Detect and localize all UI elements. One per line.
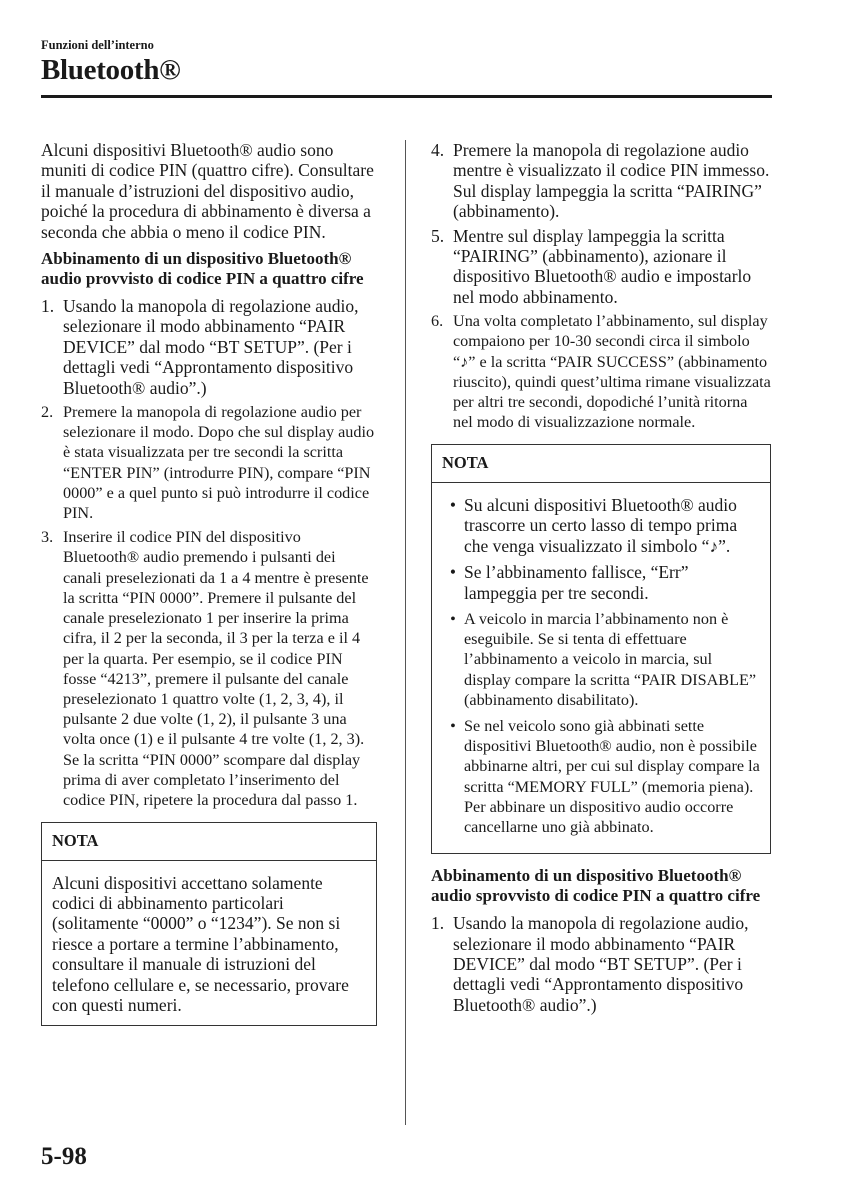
step-number: 6.	[431, 312, 444, 331]
steps-list-right	[431, 140, 771, 432]
step-item	[41, 527, 377, 810]
column-divider	[405, 140, 406, 1125]
step-text: Premere la manopola di regolazione audio mentre è visualizzato il codice PIN immesso. Sul display lampeggia la scritta “PAIRING” (abbinamento).	[453, 140, 770, 222]
bullet-icon: •	[450, 716, 456, 735]
step-text: Usando la manopola di regolazione audio, selezionare il modo abbinamento “PAIR DEVICE” dal modo “BT SETUP”. (Per i dettagli vedi “Approntamento dispositivo Bluetooth® audio”.)	[453, 913, 749, 1015]
note-body	[432, 483, 770, 853]
bullet-icon: •	[450, 609, 456, 628]
note-bullets	[442, 495, 760, 837]
step-item	[431, 311, 771, 432]
note-box-right	[431, 444, 771, 854]
step-number: 4.	[431, 140, 445, 160]
note-bullet-text: Se l’abbinamento fallisce, “Err” lampeggia per tre secondi.	[464, 562, 689, 603]
step-item	[41, 402, 377, 523]
page-number: 5-98	[41, 1143, 87, 1170]
title-rule	[41, 95, 772, 98]
note-bullet-item	[442, 716, 760, 837]
step-number: 2.	[41, 403, 54, 422]
note-label: NOTA	[42, 823, 376, 860]
step-text: Mentre sul display lampeggia la scritta “PAIRING” (abbinamento), azionare il dispositivo Bluetooth® audio e impostarlo nel modo abbinamento.	[453, 225, 752, 307]
steps-list-left	[41, 296, 377, 810]
note-bullet-text: Su alcuni dispositivi Bluetooth® audio trascorre un certo lasso di tempo prima che venga visualizzato il simbolo “♪”.	[464, 494, 738, 556]
bullet-icon: •	[449, 494, 457, 515]
step-number: 3.	[41, 528, 54, 547]
note-bullet-text: Se nel veicolo sono già abbinati sette dispositivi Bluetooth® audio, non è possibile abbinarne altri, per cui sul display compare la scritta “MEMORY FULL” (memoria piena). Per abbinare un dispositivo audio occorre cancellarne uno già abbinato.	[464, 716, 760, 836]
section-heading-no-pin: Abbinamento di un dispositivo Bluetooth® audio sprovvisto di codice PIN a quattro cifre	[431, 866, 761, 906]
bullet-icon: •	[449, 562, 457, 583]
left-column	[41, 140, 377, 1038]
right-column	[431, 140, 771, 1023]
step-item	[431, 913, 771, 1015]
note-bullet-item	[442, 495, 760, 556]
note-label: NOTA	[432, 445, 770, 482]
step-item	[431, 140, 771, 222]
note-bullet-item	[442, 562, 760, 603]
intro-paragraph: Alcuni dispositivi Bluetooth® audio sono muniti di codice PIN (quattro cifre). Consultare il manuale d’istruzioni del dispositivo audio, poiché la procedura di abbinamento è diversa a seconda che abbia o meno il codice PIN.	[41, 140, 374, 242]
note-text: Alcuni dispositivi accettano solamente codici di abbinamento particolari (solitamente “0000” o “1234”). Se non si riesce a portare a termine l’abbinamento, consultare il manuale di istruzioni del telefono cellulare e, se necessario, provare con questi numeri.	[52, 872, 349, 1015]
step-item	[41, 296, 377, 398]
section-label: Funzioni dell’interno	[41, 38, 154, 52]
note-bullet-text: A veicolo in marcia l’abbinamento non è eseguibile. Se si tenta di effettuare l’abbinamento a veicolo in marcia, sul display compare la scritta “PAIR DISABLE” (abbinamento disabilitato).	[464, 609, 757, 709]
step-number: 1.	[431, 913, 445, 934]
section-heading-pin: Abbinamento di un dispositivo Bluetooth® audio provvisto di codice PIN a quattro cifre	[41, 249, 364, 289]
step-text: Premere la manopola di regolazione audio per selezionare il modo. Dopo che sul display audio è stata visualizzata per tre secondi la scritta “ENTER PIN” (introdurre PIN), compare “PIN 0000” e a quel punto si può introdurre il codice PIN.	[63, 403, 375, 523]
step-text: Una volta completato l’abbinamento, sul display compaiono per 10-30 secondi circa il simbolo “♪” e la scritta “PAIR SUCCESS” (abbinamento riuscito), quindi quest’ultima rimane visualizzata per altri tre secondi, dopodiché l’unità ritorna nel modo di visualizzazione normale.	[453, 312, 771, 432]
step-number: 5.	[431, 225, 445, 246]
step-number: 1.	[41, 296, 55, 317]
note-box-left	[41, 822, 377, 1026]
step-text: Inserire il codice PIN del dispositivo Bluetooth® audio premendo i pulsanti dei canali preselezionati da 1 a 4 mentre è presente la scritta “PIN 0000”. Premere il pulsante del canale preselezionato 1 per inserire la prima cifra, il 2 per la seconda, il 3 per la terza e il 4 per la quarta. Per esempio, se il codice PIN fosse “4213”, premere il pulsante del canale preselezionato 1 quattro volte (1, 2, 3, 4), il pulsante 2 due volte (1, 2), il pulsante 3 una volta once (1) e il pulsante 4 tre volte (1, 2, 3). Se la scritta “PIN 0000” scompare dal display prima di aver completato l’inserimento del codice PIN, ripetere la procedura dal passo 1.	[63, 528, 369, 809]
step-item	[431, 226, 771, 308]
note-bullet-item	[442, 609, 760, 710]
page-title: Bluetooth®	[41, 54, 181, 86]
step-text: Usando la manopola di regolazione audio, selezionare il modo abbinamento “PAIR DEVICE” dal modo “BT SETUP”. (Per i dettagli vedi “Approntamento dispositivo Bluetooth® audio”.)	[63, 296, 359, 398]
steps-list-right-2	[431, 913, 771, 1015]
